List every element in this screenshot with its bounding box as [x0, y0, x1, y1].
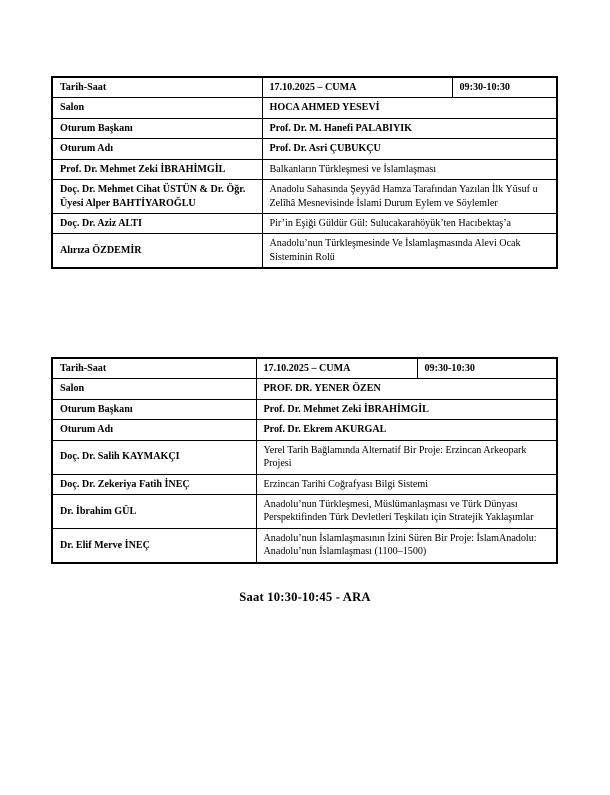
presenter-name: Doç. Dr. Aziz ALTI	[52, 213, 262, 233]
row-value-oturum-adi: Prof. Dr. Asri ÇUBUKÇU	[262, 139, 557, 159]
presenter-name: Doç. Dr. Salih KAYMAKÇI	[52, 440, 256, 474]
row-label-tarih-saat: Tarih-Saat	[52, 77, 262, 98]
table-row	[52, 474, 557, 494]
table-row	[52, 118, 557, 138]
table-row	[52, 213, 557, 233]
session-table-2	[51, 357, 558, 564]
table-row	[52, 159, 557, 179]
table-row	[52, 379, 557, 399]
row-label-salon: Salon	[52, 379, 256, 399]
paper-title: Anadolu Sahasında Şeyyâd Hamza Tarafından Yazılan İlk Yûsuf u Zelîhâ Mesnevisinde İslami Durum Eylem ve Söylemler	[262, 180, 557, 214]
table-row	[52, 139, 557, 159]
row-value-oturum-baskani: Prof. Dr. M. Hanefi PALABIYIK	[262, 118, 557, 138]
presenter-name: Doç. Dr. Zekeriya Fatih İNEÇ	[52, 474, 256, 494]
table-row	[52, 494, 557, 528]
row-label-tarih-saat: Tarih-Saat	[52, 358, 256, 379]
row-label-oturum-adi: Oturum Adı	[52, 139, 262, 159]
row-label-oturum-adi: Oturum Adı	[52, 420, 256, 440]
row-value-date: 17.10.2025 – CUMA	[262, 77, 452, 98]
row-value-time: 09:30-10:30	[417, 358, 557, 379]
table-row	[52, 528, 557, 562]
presenter-name: Dr. İbrahim GÜL	[52, 494, 256, 528]
row-value-salon: HOCA AHMED YESEVİ	[262, 98, 557, 118]
presenter-name: Prof. Dr. Mehmet Zeki İBRAHİMGİL	[52, 159, 262, 179]
row-value-time: 09:30-10:30	[452, 77, 557, 98]
row-value-date: 17.10.2025 – CUMA	[256, 358, 417, 379]
row-value-oturum-baskani: Prof. Dr. Mehmet Zeki İBRAHİMGİL	[256, 399, 557, 419]
row-label-oturum-baskani: Oturum Başkanı	[52, 118, 262, 138]
paper-title: Anadolu’nun Türkleşmesinde Ve İslamlaşmasında Alevi Ocak Sisteminin Rolü	[262, 234, 557, 268]
presenter-name: Alırıza ÖZDEMİR	[52, 234, 262, 268]
presenter-name: Doç. Dr. Mehmet Cihat ÜSTÜN & Dr. Öğr. Üyesi Alper BAHTİYAROĞLU	[52, 180, 262, 214]
row-label-salon: Salon	[52, 98, 262, 118]
paper-title: Anadolu’nun Türkleşmesi, Müslümanlaşması ve Türk Dünyası Perspektifinden Türk Devletleri Teşkilatı için Stratejik Yaklaşımlar	[256, 494, 557, 528]
break-notice: Saat 10:30-10:45 - ARA	[239, 590, 371, 604]
table-row	[52, 420, 557, 440]
session-table-1	[51, 76, 558, 269]
paper-title: Yerel Tarih Bağlamında Alternatif Bir Proje: Erzincan Arkeopark Projesi	[256, 440, 557, 474]
table-row	[52, 358, 557, 379]
table-row	[52, 77, 557, 98]
table-row	[52, 180, 557, 214]
row-value-oturum-adi: Prof. Dr. Ekrem AKURGAL	[256, 420, 557, 440]
paper-title: Erzincan Tarihi Coğrafyası Bilgi Sistemi	[256, 474, 557, 494]
paper-title: Pir’in Eşiği Güldür Gül: Sulucakarahöyük’ten Hacıbektaş’a	[262, 213, 557, 233]
presenter-name: Dr. Elif Merve İNEÇ	[52, 528, 256, 562]
paper-title: Anadolu’nun İslamlaşmasının İzini Süren Bir Proje: İslamAnadolu: Anadolu’nun İslamlaşması (1100–1500)	[256, 528, 557, 562]
row-value-salon: PROF. DR. YENER ÖZEN	[256, 379, 557, 399]
row-label-oturum-baskani: Oturum Başkanı	[52, 399, 256, 419]
table-row	[52, 98, 557, 118]
table-row	[52, 440, 557, 474]
paper-title: Balkanların Türkleşmesi ve İslamlaşması	[262, 159, 557, 179]
table-row	[52, 399, 557, 419]
table-row	[52, 234, 557, 268]
